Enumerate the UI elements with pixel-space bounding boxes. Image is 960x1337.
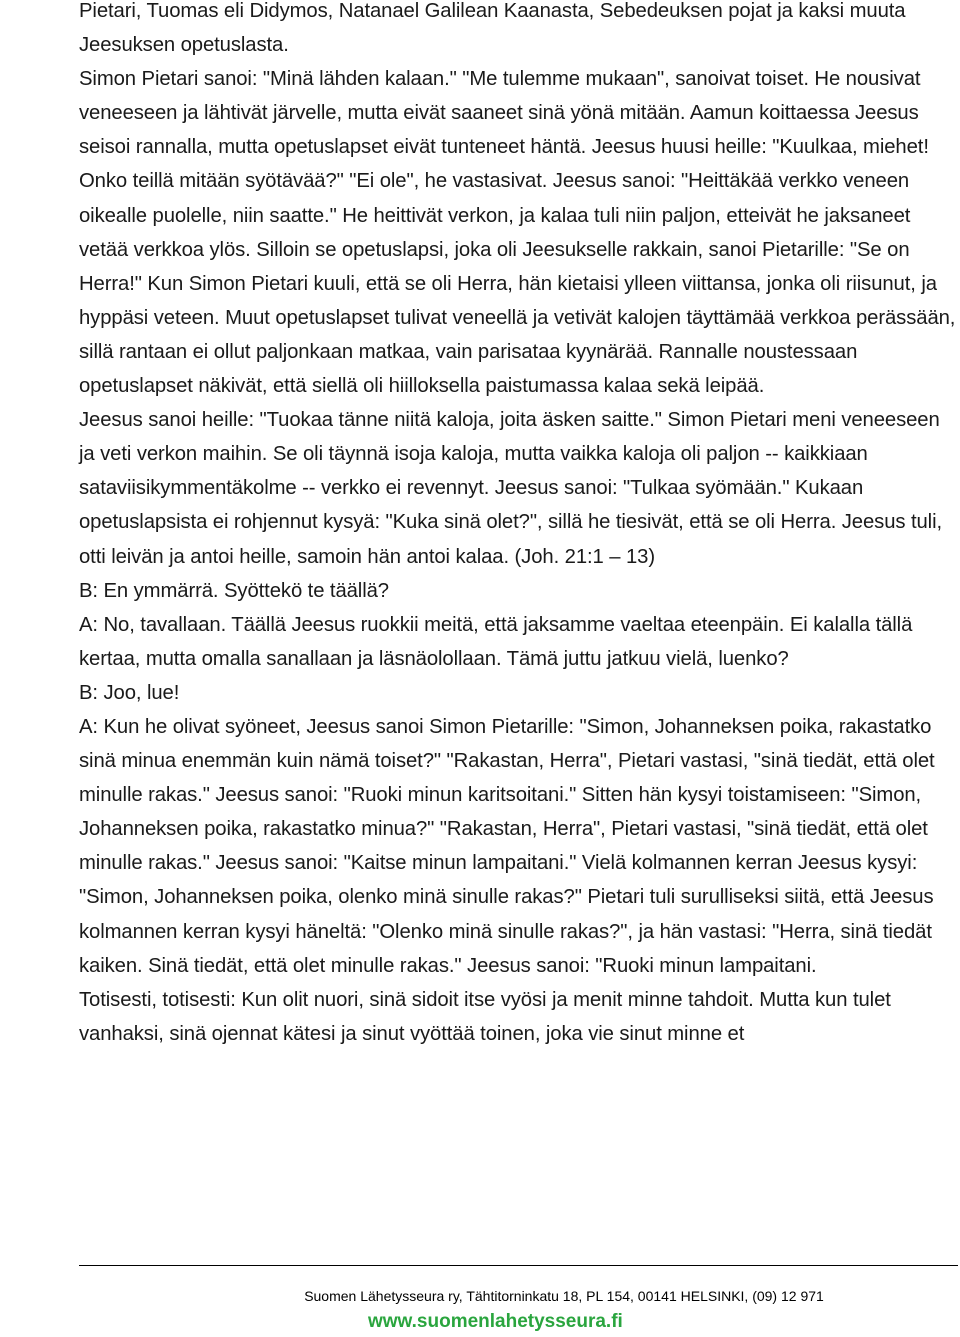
paragraph-5: A: No, tavallaan. Täällä Jeesus ruokkii meitä, että jaksamme vaeltaa eteenpäin. Ei kalalla tällä kertaa, mutta omalla sanallaan ja läsnäolollaan. Tämä juttu jatkuu vielä, luenko? xyxy=(79,613,913,670)
footer-address xyxy=(0,1286,960,1306)
footer-divider xyxy=(79,1265,958,1266)
paragraph-7: A: Kun he olivat syöneet, Jeesus sanoi Simon Pietarille: "Simon, Johanneksen poika, rakastatko sinä minua enemmän kuin nämä toiset?" "Rakastan, Herra", Pietari vastasi, "sinä tiedät, että olet minulle rakas." Jeesus sanoi: "Ruoki minun karitsoitani." Sitten hän kysyi toistamiseen: "Simon, Johanneksen poika, rakastatko minua?" "Rakastan, Herra", Pietari vastasi, "sinä tiedät, että olet minulle rakas." Jeesus sanoi: "Kaitse minun lampaitani." Vielä kolmannen kerran Jeesus kysyi: "Simon, Johanneksen poika, olenko minä sinulle rakas?" Pietari tuli surulliseksi siitä, että Jeesus kolmannen kerran kysyi häneltä: "Olenko minä sinulle rakas?", ja hän vastasi: "Herra, sinä tiedät kaiken. Sinä tiedät, että olet minulle rakas." Jeesus sanoi: "Ruoki minun lampaitani. xyxy=(79,715,935,977)
body-text xyxy=(79,0,959,1051)
footer-website-link[interactable]: www.suomenlahetysseura.fi xyxy=(368,1311,623,1332)
paragraph-1: Pietari, Tuomas eli Didymos, Natanael Galilean Kaanasta, Sebedeuksen pojat ja kaksi muuta Jeesuksen opetuslasta. xyxy=(79,0,906,57)
paragraph-4: B: En ymmärrä. Syöttekö te täällä? xyxy=(79,579,389,602)
paragraph-8: Totisesti, totisesti: Kun olit nuori, sinä sidoit itse vyösi ja menit minne tahdoit. Mutta kun tulet vanhaksi, sinä ojennat kätesi ja sinut vyöttää toinen, joka vie sinut minne et xyxy=(79,988,891,1045)
paragraph-2: Simon Pietari sanoi: "Minä lähden kalaan." "Me tulemme mukaan", sanoivat toiset. He nousivat veneeseen ja lähtivät järvelle, mutta eivät saaneet sinä yönä mitään. Aamun koittaessa Jeesus seisoi rannalla, mutta opetuslapset eivät tunteneet häntä. Jeesus huusi heille: "Kuulkaa, miehet! Onko teillä mitään syötävää?" "Ei ole", he vastasivat. Jeesus sanoi: "Heittäkää verkko veneen oikealle puolelle, niin saatte." He heittivät verkon, ja kalaa tuli niin paljon, etteivät he jaksaneet vetää verkkoa ylös. Silloin se opetuslapsi, joka oli Jeesukselle rakkain, sanoi Pietarille: "Se on Herra!" Kun Simon Pietari kuuli, että se oli Herra, hän kietaisi ylleen viittansa, jonka oli riisunut, ja hyppäsi veteen. Muut opetuslapset tulivat veneellä ja vetivät kalojen täyttämää verkkoa perässään, sillä rantaan ei ollut paljonkaan matkaa, vain parisataa kyynärää. Rannalle noustessaan opetuslapset näkivät, että siellä oli hiilloksella paistumassa kalaa sekä leipää. xyxy=(79,68,956,398)
paragraph-3: Jeesus sanoi heille: "Tuokaa tänne niitä kaloja, joita äsken saitte." Simon Pietari meni veneeseen ja veti verkon maihin. Se oli täynnä isoja kaloja, mutta vaikka kaloja oli paljon -- kaikkiaan sataviisikymmentäkolme -- verkko ei revennyt. Jeesus sanoi: "Tulkaa syömään." Kukaan opetuslapsista ei rohjennut kysyä: "Kuka sinä olet?", sillä he tiesivät, että se oli Herra. Jeesus tuli, otti leivän ja antoi heille, samoin hän antoi kalaa. (Joh. 21:1 – 13) xyxy=(79,409,943,568)
footer-address-text: Suomen Lähetysseura ry, Tähtitorninkatu 18, PL 154, 00141 HELSINKI, (09) 12 971 xyxy=(304,1288,824,1304)
paragraph-6: B: Joo, lue! xyxy=(79,681,180,704)
